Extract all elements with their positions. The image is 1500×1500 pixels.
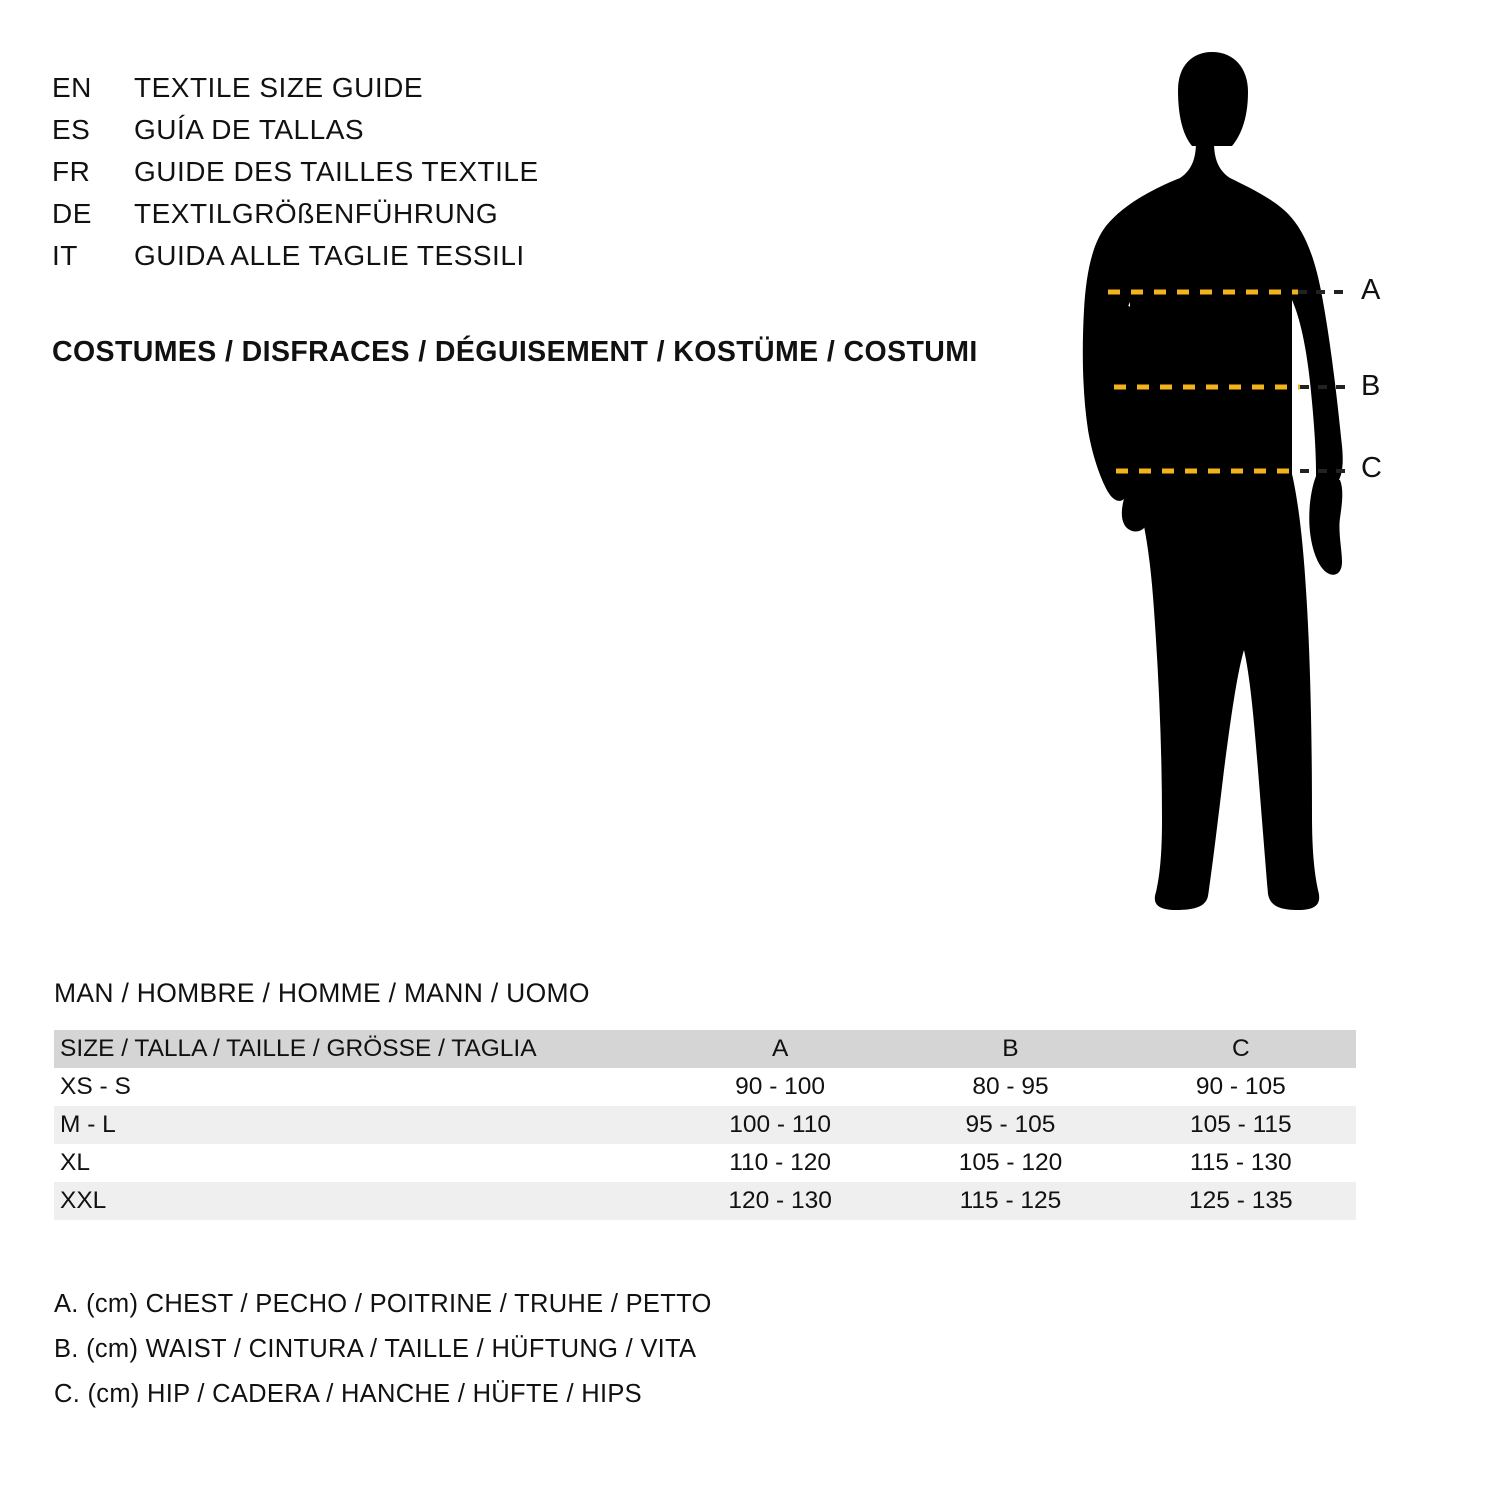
cell-size: XXL <box>60 1187 107 1214</box>
language-code: IT <box>52 240 78 271</box>
cell-size: XL <box>60 1149 90 1176</box>
table-row <box>54 1068 1356 1106</box>
cell-chest: 110 - 120 <box>729 1149 831 1176</box>
table-row <box>54 1106 1356 1144</box>
cell-chest: 90 - 100 <box>735 1073 826 1100</box>
cell-hip: 115 - 130 <box>1189 1149 1292 1176</box>
cell-size: M - L <box>60 1111 116 1138</box>
measure-label-b: B <box>1361 370 1381 402</box>
table-title: MAN / HOMBRE / HOMME / MANN / UOMO <box>54 978 590 1008</box>
cell-waist: 105 - 120 <box>958 1149 1063 1176</box>
measure-label-c: C <box>1361 452 1382 484</box>
legend-row-b: B. (cm) WAIST / CINTURA / TAILLE / HÜFTUNG / VITA <box>54 1335 697 1363</box>
language-code: EN <box>52 72 92 103</box>
cell-hip: 125 - 135 <box>1189 1187 1293 1214</box>
column-header-c: C <box>1231 1035 1250 1062</box>
cell-waist: 115 - 125 <box>959 1187 1062 1214</box>
language-row-en <box>52 72 1012 114</box>
measure-label-a: A <box>1361 274 1381 306</box>
cell-waist: 80 - 95 <box>972 1073 1049 1100</box>
language-title: GUIDA ALLE TAGLIE TESSILI <box>134 240 525 271</box>
language-code: ES <box>52 114 91 145</box>
body-measurement-figure <box>1010 30 1430 930</box>
cell-chest: 100 - 110 <box>729 1111 831 1138</box>
table-body <box>54 1068 1356 1220</box>
column-header-a: A <box>771 1035 789 1062</box>
language-code: DE <box>52 198 92 229</box>
table-head <box>54 1030 1356 1068</box>
table-row <box>54 1144 1356 1182</box>
cell-hip: 105 - 115 <box>1189 1111 1292 1138</box>
language-row-it <box>52 240 1012 282</box>
cell-size: XS - S <box>60 1073 131 1100</box>
cell-chest: 120 - 130 <box>728 1187 832 1214</box>
language-row-fr <box>52 156 1012 198</box>
language-row-de <box>52 198 1012 240</box>
legend-row-a: A. (cm) CHEST / PECHO / POITRINE / TRUHE / PETTO <box>54 1290 712 1318</box>
measurement-legend <box>54 1290 712 1425</box>
language-title: TEXTILGRÖßENFÜHRUNG <box>134 198 499 229</box>
table-header-row <box>54 1030 1356 1068</box>
language-title: TEXTILE SIZE GUIDE <box>134 72 424 103</box>
column-header-b: B <box>1002 1035 1019 1062</box>
language-code: FR <box>52 156 91 187</box>
cell-waist: 95 - 105 <box>965 1111 1056 1138</box>
legend-row-c: C. (cm) HIP / CADERA / HANCHE / HÜFTE / HIPS <box>54 1380 642 1408</box>
size-table <box>54 1030 1356 1220</box>
category-heading: COSTUMES / DISFRACES / DÉGUISEMENT / KOSTÜME / COSTUMI <box>52 336 978 368</box>
language-title: GUÍA DE TALLAS <box>134 114 365 145</box>
language-title-list <box>52 72 1012 282</box>
table-row <box>54 1182 1356 1220</box>
column-header-size: SIZE / TALLA / TAILLE / GRÖSSE / TAGLIA <box>60 1035 537 1062</box>
language-row-es <box>52 114 1012 156</box>
cell-hip: 90 - 105 <box>1195 1073 1286 1100</box>
language-title: GUIDE DES TAILLES TEXTILE <box>134 156 539 187</box>
